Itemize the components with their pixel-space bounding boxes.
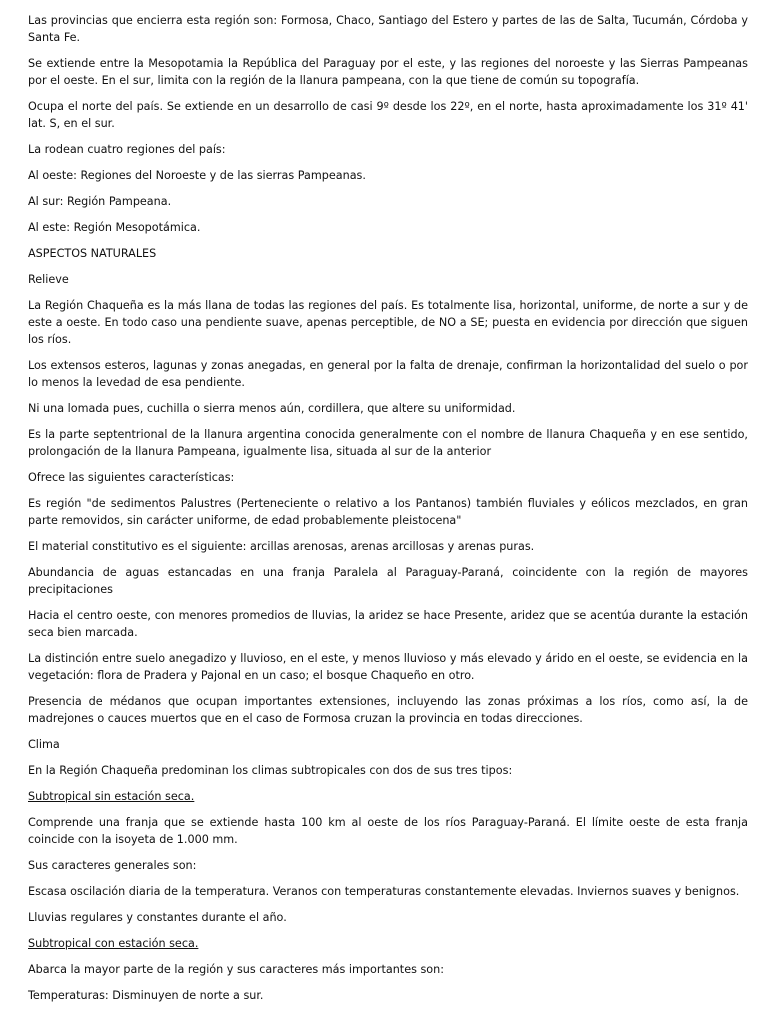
paragraph: Los extensos esteros, lagunas y zonas anegadas, en general por la falta de drenaje, confirman la horizontalidad del suelo o por lo menos la levedad de esa pendiente. bbox=[28, 359, 748, 389]
paragraph: La rodean cuatro regiones del país: bbox=[28, 143, 226, 156]
paragraph: En la Región Chaqueña predominan los climas subtropicales con dos de sus tres tipos: bbox=[28, 764, 513, 777]
paragraph: Al sur: Región Pampeana. bbox=[28, 195, 172, 208]
paragraph: Clima bbox=[28, 738, 60, 751]
paragraph: Presencia de médanos que ocupan importantes extensiones, incluyendo las zonas próximas a los ríos, como así, la de madrejones o cauces muertos que en el caso de Formosa cruzan la provincia en todas direcciones. bbox=[28, 695, 748, 725]
paragraph: Temperaturas: Disminuyen de norte a sur. bbox=[28, 989, 264, 1002]
subheading: Subtropical con estación seca. bbox=[28, 937, 199, 950]
paragraph: Sus caracteres generales son: bbox=[28, 859, 197, 872]
paragraph: El material constitutivo es el siguiente: arcillas arenosas, arenas arcillosas y arenas puras. bbox=[28, 540, 535, 553]
paragraph: Al este: Región Mesopotámica. bbox=[28, 221, 201, 234]
subheading: Subtropical sin estación seca. bbox=[28, 790, 195, 803]
paragraph: Es la parte septentrional de la llanura argentina conocida generalmente con el nombre de llanura Chaqueña y en ese sentido, prolongación de la llanura Pampeana, igualmente lisa, situada al sur de la anterior bbox=[28, 428, 748, 458]
paragraph: Escasa oscilación diaria de la temperatura. Veranos con temperaturas constantemente elevadas. Inviernos suaves y benignos. bbox=[28, 885, 740, 898]
paragraph: La distinción entre suelo anegadizo y lluvioso, en el este, y menos lluvioso y más elevado y árido en el oeste, se evidencia en la vegetación: flora de Pradera y Pajonal en un caso; el bosque Chaqueño en otro. bbox=[28, 652, 748, 682]
paragraph: Lluvias regulares y constantes durante el año. bbox=[28, 911, 287, 924]
paragraph: Las provincias que encierra esta región son: Formosa, Chaco, Santiago del Estero y partes de las de Salta, Tucumán, Córdoba y Santa Fe. bbox=[28, 14, 748, 44]
paragraph: Al oeste: Regiones del Noroeste y de las sierras Pampeanas. bbox=[28, 169, 366, 182]
paragraph: Ni una lomada pues, cuchilla o sierra menos aún, cordillera, que altere su uniformidad. bbox=[28, 402, 516, 415]
paragraph: Ofrece las siguientes características: bbox=[28, 471, 235, 484]
paragraph: Se extiende entre la Mesopotamia la República del Paraguay por el este, y las regiones del noroeste y las Sierras Pampeanas por el oeste. En el sur, limita con la región de la llanura pampeana, con la que tiene de común su topografía. bbox=[28, 57, 748, 87]
paragraph: La Región Chaqueña es la más llana de todas las regiones del país. Es totalmente lisa, horizontal, uniforme, de norte a sur y de este a oeste. En todo caso una pendiente suave, apenas perceptible, de NO a SE; puesta en evidencia por dirección que siguen los ríos. bbox=[28, 299, 748, 346]
paragraph: Ocupa el norte del país. Se extiende en un desarrollo de casi 9º desde los 22º, en el norte, hasta aproximadamente los 31º 41' lat. S, en el sur. bbox=[28, 100, 748, 130]
paragraph: Relieve bbox=[28, 273, 69, 286]
paragraph: Comprende una franja que se extiende hasta 100 km al oeste de los ríos Paraguay-Paraná. El límite oeste de esta franja coincide con la isoyeta de 1.000 mm. bbox=[28, 816, 748, 846]
paragraph: Hacia el centro oeste, con menores promedios de lluvias, la aridez se hace Presente, aridez que se acentúa durante la estación seca bien marcada. bbox=[28, 609, 748, 639]
paragraph: ASPECTOS NATURALES bbox=[28, 247, 157, 260]
document-body bbox=[28, 12, 748, 1004]
paragraph: Abarca la mayor parte de la región y sus caracteres más importantes son: bbox=[28, 963, 444, 976]
paragraph: Abundancia de aguas estancadas en una franja Paralela al Paraguay-Paraná, coincidente con la región de mayores precipitaciones bbox=[28, 566, 748, 596]
paragraph: Es región "de sedimentos Palustres (Perteneciente o relativo a los Pantanos) también fluviales y eólicos mezclados, en gran parte removidos, sin carácter uniforme, de edad probablemente pleistocena" bbox=[28, 497, 748, 527]
